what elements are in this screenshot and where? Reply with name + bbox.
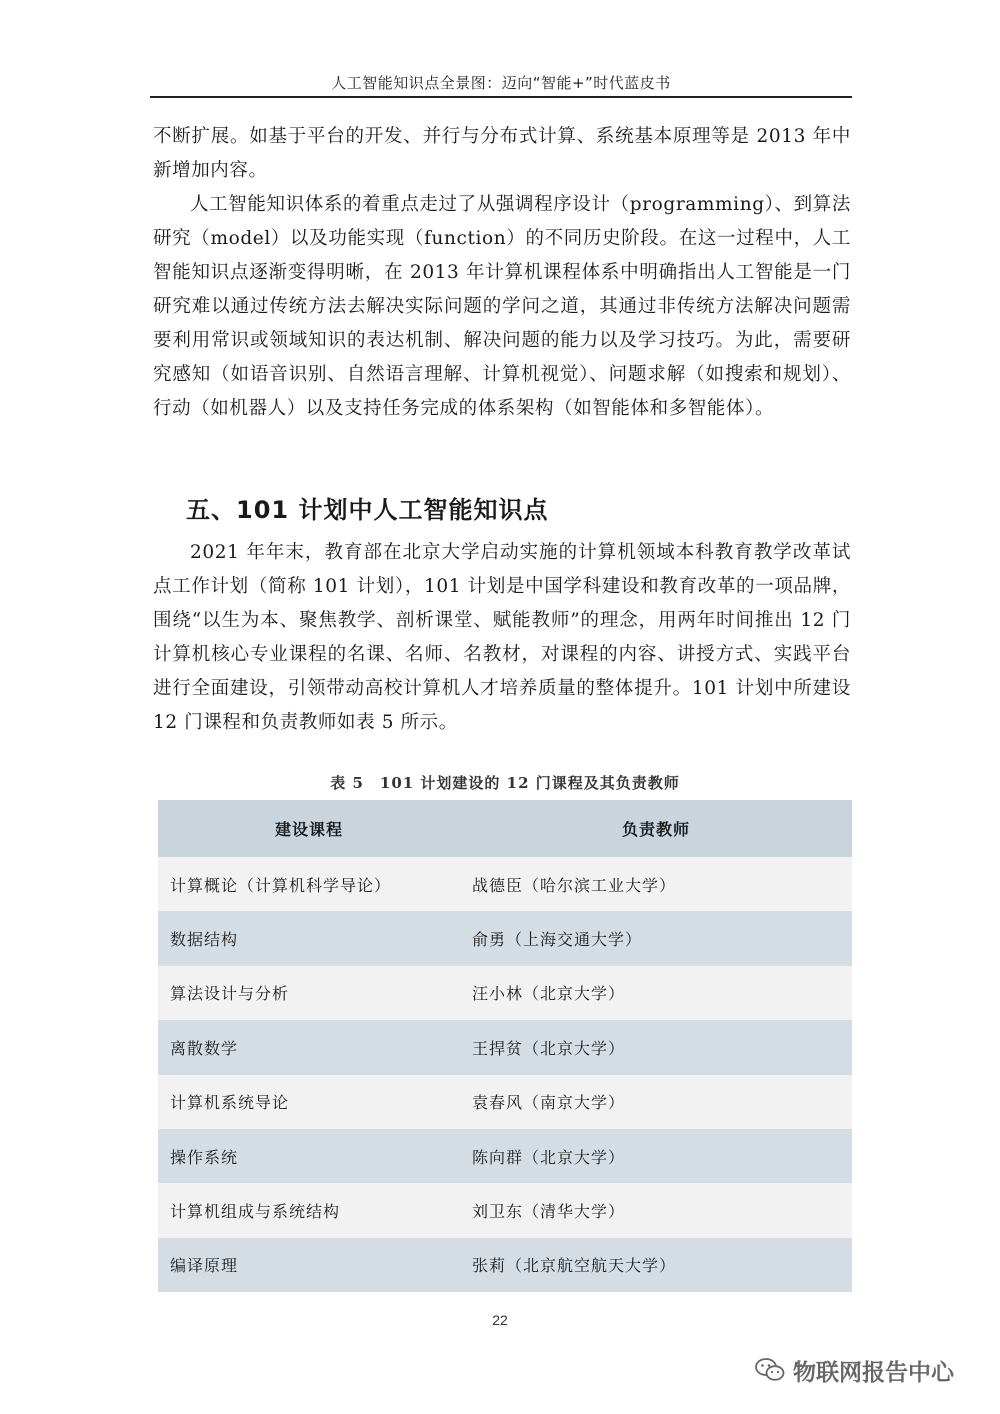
courses-table (158, 800, 852, 1292)
watermark-text: 物联网报告中心 (793, 1359, 954, 1386)
column-header-teacher: 负责教师 (460, 800, 852, 857)
course-cell: 数据结构 (158, 911, 460, 965)
course-cell: 离散数学 (158, 1020, 460, 1074)
page-header-title: 人工智能知识点全景图：迈向“智能+”时代蓝皮书 (331, 74, 671, 92)
course-cell: 操作系统 (158, 1129, 460, 1183)
header-divider (150, 96, 852, 98)
paragraph-1: 不断扩展。如基于平台的开发、并行与分布式计算、系统基本原理等是 2013 年中新增加内容。 (153, 126, 851, 181)
page-number: 22 (492, 1312, 508, 1328)
wechat-icon (755, 1357, 785, 1383)
teacher-cell: 陈向群（北京大学） (460, 1129, 852, 1183)
table-row (158, 1238, 852, 1292)
teacher-cell: 刘卫东（清华大学） (460, 1183, 852, 1237)
table-row (158, 1075, 852, 1129)
table-row (158, 1020, 852, 1074)
course-cell: 计算概论（计算机科学导论） (158, 857, 460, 911)
paragraph-2: 人工智能知识体系的着重点走过了从强调程序设计（programming）、到算法研究（model）以及功能实现（function）的不同历史阶段。在这一过程中，人工智能知识点逐渐变得明晰，在 2013 年计算机课程体系中明确指出人工智能是一门研究难以通过传统方法去解决实际问题的学问之道，其通过非传统方法解决问题需要利用常识或领域知识的表达机制、解决问题的能力以及学习技巧。为此，需要研究感知（如语音识别、自然语言理解、计算机视觉）、问题求解（如搜索和规划）、行动（如机器人）以及支持任务完成的体系架构（如智能体和多智能体）。 (153, 194, 851, 419)
table-row (158, 966, 852, 1020)
section-title: 五、101 计划中人工智能知识点 (186, 496, 549, 524)
course-cell: 计算机组成与系统结构 (158, 1183, 460, 1237)
teacher-cell: 俞勇（上海交通大学） (460, 911, 852, 965)
table-row (158, 1129, 852, 1183)
teacher-cell: 汪小林（北京大学） (460, 966, 852, 1020)
table-row (158, 911, 852, 965)
teacher-cell: 袁春风（南京大学） (460, 1075, 852, 1129)
course-cell: 算法设计与分析 (158, 966, 460, 1020)
column-header-course: 建设课程 (158, 800, 460, 857)
table-header-row (158, 800, 852, 857)
teacher-cell: 张莉（北京航空航天大学） (460, 1238, 852, 1292)
teacher-cell: 战德臣（哈尔滨工业大学） (460, 857, 852, 911)
course-cell: 编译原理 (158, 1238, 460, 1292)
course-cell: 计算机系统导论 (158, 1075, 460, 1129)
table-row (158, 1183, 852, 1237)
teacher-cell: 王捍贫（北京大学） (460, 1020, 852, 1074)
paragraph-3: 2021 年年末，教育部在北京大学启动实施的计算机领域本科教育教学改革试点工作计划（简称 101 计划），101 计划是中国学科建设和教育改革的一项品牌，围绕“以生为本、聚焦教学、剖析课堂、赋能教师”的理念，用两年时间推出 12 门计算机核心专业课程的名课、名师、名教材，对课程的内容、讲授方式、实践平台进行全面建设，引领带动高校计算机人才培养质量的整体提升。101 计划中所建设 12 门课程和负责教师如表 5 所示。 (153, 542, 851, 733)
table-caption: 表 5 101 计划建设的 12 门课程及其负责教师 (330, 774, 680, 792)
watermark (755, 1352, 954, 1388)
table-row (158, 857, 852, 911)
